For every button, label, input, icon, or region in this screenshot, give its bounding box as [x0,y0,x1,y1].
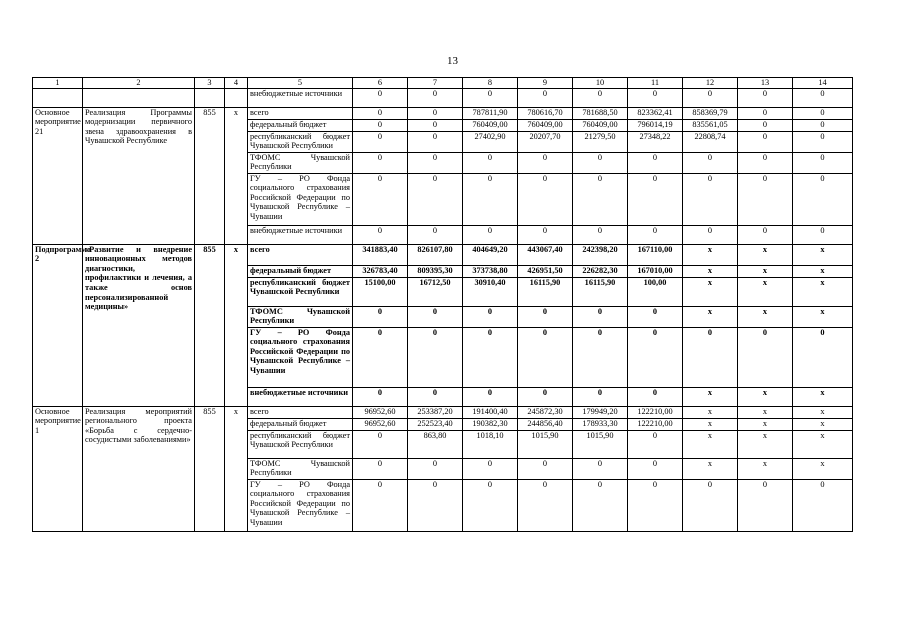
value-cell: 253387,20 [408,406,463,418]
value-cell: х [683,277,738,306]
value-cell: 0 [353,430,408,458]
header-cell: 6 [353,78,408,89]
program-title-cell: «Развитие и внедрение инновационных методов диагностики, профилактики и лечения, а также основ персонализированной медицины» [83,244,195,406]
value-cell: 0 [353,479,408,531]
value-cell: 823362,41 [628,107,683,119]
value-cell: 341883,40 [353,244,408,265]
value-cell: 191400,40 [463,406,518,418]
value-cell: 0 [573,225,628,244]
value-cell: 0 [353,458,408,479]
value-cell: 0 [408,152,463,173]
table-row [33,244,853,265]
value-cell: 242398,20 [573,244,628,265]
value-cell: 0 [518,458,573,479]
value-cell: 0 [738,327,793,387]
value-cell: 1015,90 [573,430,628,458]
value-cell: х [738,265,793,277]
header-cell: 9 [518,78,573,89]
value-cell: 0 [353,225,408,244]
value-cell: 426951,50 [518,265,573,277]
table-row [33,107,853,119]
value-cell: х [793,244,853,265]
value-cell: 373738,80 [463,265,518,277]
value-cell: 863,80 [408,430,463,458]
funding-source-cell: всего [248,244,353,265]
value-cell: 96952,60 [353,418,408,430]
value-cell: 0 [573,479,628,531]
value-cell: 15100,00 [353,277,408,306]
value-cell: 1015,90 [518,430,573,458]
value-cell: 0 [738,107,793,119]
value-cell: 326783,40 [353,265,408,277]
value-cell: 0 [518,479,573,531]
value-cell: х [738,387,793,406]
value-cell: х [793,430,853,458]
value-cell: 0 [738,119,793,131]
value-cell: х [793,277,853,306]
value-cell: 27402,90 [463,131,518,152]
value-cell: 0 [793,88,853,107]
header-cell: 1 [33,78,83,89]
value-cell: 0 [573,152,628,173]
funding-source-cell: всего [248,406,353,418]
value-cell: 0 [628,225,683,244]
value-cell: 0 [408,479,463,531]
value-cell: 96952,60 [353,406,408,418]
value-cell: 780616,70 [518,107,573,119]
value-cell: 760409,00 [463,119,518,131]
value-cell: 0 [793,327,853,387]
value-cell: 0 [353,327,408,387]
program-name-cell [33,88,83,107]
value-cell: 0 [353,173,408,225]
value-cell: 0 [628,173,683,225]
funding-source-cell: внебюджетные источники [248,387,353,406]
header-cell: 3 [195,78,225,89]
value-cell: х [683,430,738,458]
value-cell: 16115,90 [518,277,573,306]
program-name-cell: Подпрограмма 2 [33,244,83,406]
value-cell: 0 [463,152,518,173]
header-cell: 14 [793,78,853,89]
value-cell: 20207,70 [518,131,573,152]
header-cell: 2 [83,78,195,89]
header-cell: 5 [248,78,353,89]
value-cell: 0 [683,225,738,244]
value-cell: 0 [793,479,853,531]
value-cell: 0 [408,387,463,406]
value-cell: 0 [793,152,853,173]
value-cell: х [683,406,738,418]
value-cell: 0 [628,458,683,479]
grbs-code-cell: 855 [195,107,225,244]
value-cell: 0 [463,327,518,387]
value-cell: 0 [573,173,628,225]
value-cell: 0 [353,131,408,152]
value-cell: 0 [353,306,408,327]
grbs-code-cell [195,88,225,107]
value-cell: х [793,306,853,327]
value-cell: 0 [408,131,463,152]
value-cell: 0 [463,173,518,225]
value-cell: 787811,90 [463,107,518,119]
funding-source-cell: республиканский бюджет Чувашской Республики [248,131,353,152]
value-cell: х [793,387,853,406]
value-cell: 0 [518,225,573,244]
value-cell: 0 [628,306,683,327]
header-cell: 11 [628,78,683,89]
value-cell: 0 [353,107,408,119]
value-cell: 0 [463,88,518,107]
value-cell: х [793,265,853,277]
header-cell: 10 [573,78,628,89]
header-row [33,78,853,89]
value-cell: 0 [793,107,853,119]
value-cell: 16115,90 [573,277,628,306]
value-cell: 0 [738,479,793,531]
value-cell: 0 [738,225,793,244]
value-cell: х [738,244,793,265]
value-cell: х [683,458,738,479]
table-row [33,88,853,107]
value-cell: 0 [683,327,738,387]
funding-source-cell: внебюджетные источники [248,88,353,107]
value-cell: 0 [463,479,518,531]
value-cell: х [683,418,738,430]
value-cell: 0 [793,131,853,152]
value-cell: 0 [463,387,518,406]
value-cell: 0 [518,327,573,387]
value-cell: 760409,00 [573,119,628,131]
value-cell: 0 [683,173,738,225]
value-cell: х [738,430,793,458]
program-title-cell [83,88,195,107]
value-cell: 0 [793,173,853,225]
program-title-cell: Реализация мероприятий регионального проекта «Борьба с сердечно-сосудистыми заболеваниями» [83,406,195,531]
value-cell: 0 [793,225,853,244]
value-cell: 0 [628,152,683,173]
value-cell: 1018,10 [463,430,518,458]
code-cell [225,88,248,107]
funding-source-cell: ГУ – РО Фонда социального страхования Российской Федерации по Чувашской Республике – Чувашии [248,327,353,387]
value-cell: 0 [683,88,738,107]
funding-source-cell: ТФОМС Чувашской Республики [248,458,353,479]
value-cell: 781688,50 [573,107,628,119]
value-cell: 0 [408,173,463,225]
value-cell: х [683,306,738,327]
value-cell: 0 [793,119,853,131]
value-cell: 0 [408,88,463,107]
value-cell: х [738,306,793,327]
funding-source-cell: ГУ – РО Фонда социального страхования Российской Федерации по Чувашской Республике – Чувашии [248,479,353,531]
header-cell: 8 [463,78,518,89]
value-cell: х [793,418,853,430]
value-cell: 0 [683,479,738,531]
value-cell: 244856,40 [518,418,573,430]
value-cell: 0 [408,306,463,327]
value-cell: х [683,244,738,265]
value-cell: 0 [573,327,628,387]
value-cell: 0 [408,225,463,244]
value-cell: 0 [408,119,463,131]
value-cell: 0 [463,458,518,479]
value-cell: 0 [573,88,628,107]
grbs-code-cell: 855 [195,244,225,406]
value-cell: 0 [353,88,408,107]
value-cell: х [738,458,793,479]
value-cell: 0 [353,387,408,406]
value-cell: х [683,265,738,277]
value-cell: х [793,458,853,479]
funding-source-cell: ТФОМС Чувашской Республики [248,306,353,327]
value-cell: 252523,40 [408,418,463,430]
value-cell: 0 [518,173,573,225]
value-cell: 0 [518,306,573,327]
funding-source-cell: всего [248,107,353,119]
value-cell: 0 [408,107,463,119]
value-cell: х [738,406,793,418]
value-cell: 0 [518,387,573,406]
page-number: 13 [447,55,458,67]
funding-source-cell: внебюджетные источники [248,225,353,244]
value-cell: 0 [683,152,738,173]
value-cell: 0 [518,152,573,173]
value-cell: 122210,00 [628,418,683,430]
value-cell: 0 [628,327,683,387]
value-cell: 245872,30 [518,406,573,418]
value-cell: 0 [353,119,408,131]
grbs-code-cell: 855 [195,406,225,531]
value-cell: 0 [463,225,518,244]
code-cell: х [225,406,248,531]
value-cell: 0 [738,173,793,225]
value-cell: х [738,277,793,306]
header-cell: 13 [738,78,793,89]
value-cell: 100,00 [628,277,683,306]
program-name-cell: Основное мероприятие 21 [33,107,83,244]
value-cell: 0 [463,306,518,327]
funding-source-cell: ГУ – РО Фонда социального страхования Российской Федерации по Чувашской Республике – Чувашии [248,173,353,225]
value-cell: 226282,30 [573,265,628,277]
funding-source-cell: федеральный бюджет [248,265,353,277]
code-cell: х [225,107,248,244]
value-cell: 796014,19 [628,119,683,131]
budget-table [32,77,853,532]
value-cell: 0 [408,327,463,387]
value-cell: 16712,50 [408,277,463,306]
value-cell: 404649,20 [463,244,518,265]
value-cell: 0 [408,458,463,479]
value-cell: 122210,00 [628,406,683,418]
value-cell: 0 [573,458,628,479]
program-title-cell: Реализация Программы модернизации первичного звена здравоохранения в Чувашской Республике [83,107,195,244]
funding-source-cell: республиканский бюджет Чувашской Республики [248,277,353,306]
value-cell: 809395,30 [408,265,463,277]
table-row [33,406,853,418]
value-cell: 0 [353,152,408,173]
value-cell: 179949,20 [573,406,628,418]
value-cell: х [738,418,793,430]
value-cell: 21279,50 [573,131,628,152]
value-cell: 167110,00 [628,244,683,265]
value-cell: 835561,05 [683,119,738,131]
value-cell: 0 [628,479,683,531]
value-cell: 0 [573,387,628,406]
value-cell: х [683,387,738,406]
value-cell: 0 [573,306,628,327]
value-cell: 0 [738,88,793,107]
value-cell: 27348,22 [628,131,683,152]
header-cell: 7 [408,78,463,89]
value-cell: 178933,30 [573,418,628,430]
value-cell: 858369,79 [683,107,738,119]
value-cell: 0 [628,387,683,406]
value-cell: 167010,00 [628,265,683,277]
value-cell: 443067,40 [518,244,573,265]
funding-source-cell: республиканский бюджет Чувашской Республики [248,430,353,458]
code-cell: х [225,244,248,406]
value-cell: 190382,30 [463,418,518,430]
header-cell: 4 [225,78,248,89]
value-cell: 0 [738,131,793,152]
funding-source-cell: федеральный бюджет [248,119,353,131]
value-cell: 22808,74 [683,131,738,152]
value-cell: х [793,406,853,418]
header-cell: 12 [683,78,738,89]
value-cell: 0 [518,88,573,107]
funding-source-cell: ТФОМС Чувашской Республики [248,152,353,173]
value-cell: 0 [628,88,683,107]
funding-source-cell: федеральный бюджет [248,418,353,430]
value-cell: 760409,00 [518,119,573,131]
value-cell: 0 [738,152,793,173]
value-cell: 30910,40 [463,277,518,306]
value-cell: 0 [628,430,683,458]
program-name-cell: Основное мероприятие 1 [33,406,83,531]
value-cell: 826107,80 [408,244,463,265]
